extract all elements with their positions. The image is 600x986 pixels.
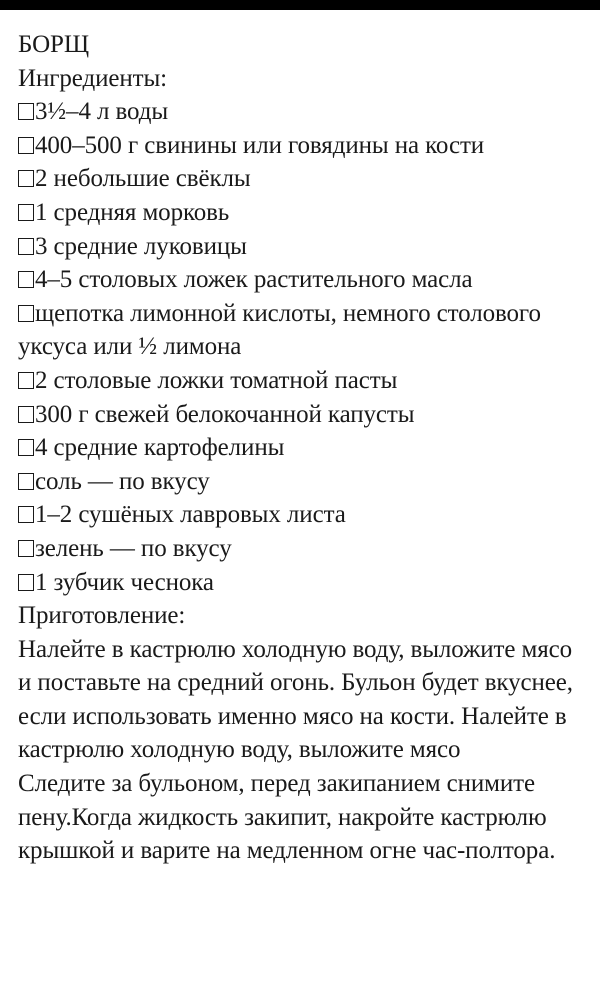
checkbox-icon bbox=[18, 137, 34, 154]
checkbox-icon bbox=[18, 372, 34, 389]
ingredient-item bbox=[18, 398, 588, 432]
checkbox-icon bbox=[18, 439, 34, 456]
ingredient-item bbox=[18, 230, 588, 264]
ingredient-item bbox=[18, 566, 588, 600]
ingredient-item bbox=[18, 95, 588, 129]
checkbox-icon bbox=[18, 406, 34, 423]
ingredient-text: 4–5 столовых ложек растительного масла bbox=[35, 266, 473, 294]
ingredient-text: 1 средняя морковь bbox=[35, 198, 230, 226]
checkbox-icon bbox=[18, 473, 34, 490]
checkbox-icon bbox=[18, 305, 34, 322]
checkbox-icon bbox=[18, 103, 34, 120]
checkbox-icon bbox=[18, 574, 34, 591]
ingredient-item bbox=[18, 297, 588, 364]
ingredient-text: соль — по вкусу bbox=[35, 467, 210, 495]
ingredient-text: щепотка лимонной кислоты, немного столового уксуса или ½ лимона bbox=[18, 299, 541, 361]
ingredient-item bbox=[18, 498, 588, 532]
ingredient-item bbox=[18, 263, 588, 297]
recipe-title: БОРЩ bbox=[18, 31, 89, 58]
ingredient-text: 3½–4 л воды bbox=[35, 98, 169, 126]
recipe-document bbox=[18, 28, 588, 868]
preparation-paragraph: Налейте в кастрюлю холодную воду, выложите мясо и поставьте на средний огонь. Бульон будет вкуснее, если использовать именно мясо на кости. Налейте в кастрюлю холодную воду, выложите мясо bbox=[18, 635, 573, 764]
ingredient-item bbox=[18, 162, 588, 196]
ingredient-item bbox=[18, 465, 588, 499]
ingredient-text: 2 небольшие свёклы bbox=[35, 165, 251, 193]
ingredient-text: 4 средние картофелины bbox=[35, 434, 285, 462]
ingredient-text: 300 г свежей белокочанной капусты bbox=[35, 400, 415, 428]
ingredient-text: 400–500 г свинины или говядины на кости bbox=[35, 131, 485, 159]
ingredient-text: 2 столовые ложки томатной пасты bbox=[35, 366, 398, 394]
ingredient-text: зелень — по вкусу bbox=[35, 534, 232, 562]
ingredient-item bbox=[18, 129, 588, 163]
preparation-heading: Приготовление: bbox=[18, 602, 186, 630]
ingredient-item bbox=[18, 196, 588, 230]
ingredient-item bbox=[18, 364, 588, 398]
checkbox-icon bbox=[18, 540, 34, 557]
ingredient-item bbox=[18, 532, 588, 566]
preparation-paragraph: Следите за бульоном, перед закипанием снимите пену.Когда жидкость закипит, накройте кастрюлю крышкой и варите на медленном огне час-полтора. bbox=[18, 770, 556, 865]
checkbox-icon bbox=[18, 170, 34, 187]
top-bar bbox=[0, 0, 600, 10]
ingredient-text: 1 зубчик чеснока bbox=[35, 568, 214, 596]
ingredient-text: 3 средние луковицы bbox=[35, 232, 247, 260]
checkbox-icon bbox=[18, 204, 34, 221]
checkbox-icon bbox=[18, 506, 34, 523]
checkbox-icon bbox=[18, 238, 34, 255]
ingredient-list bbox=[18, 95, 588, 599]
ingredient-item bbox=[18, 431, 588, 465]
ingredient-text: 1–2 сушёных лавровых листа bbox=[35, 501, 346, 529]
ingredients-heading: Ингредиенты: bbox=[18, 64, 167, 92]
checkbox-icon bbox=[18, 271, 34, 288]
